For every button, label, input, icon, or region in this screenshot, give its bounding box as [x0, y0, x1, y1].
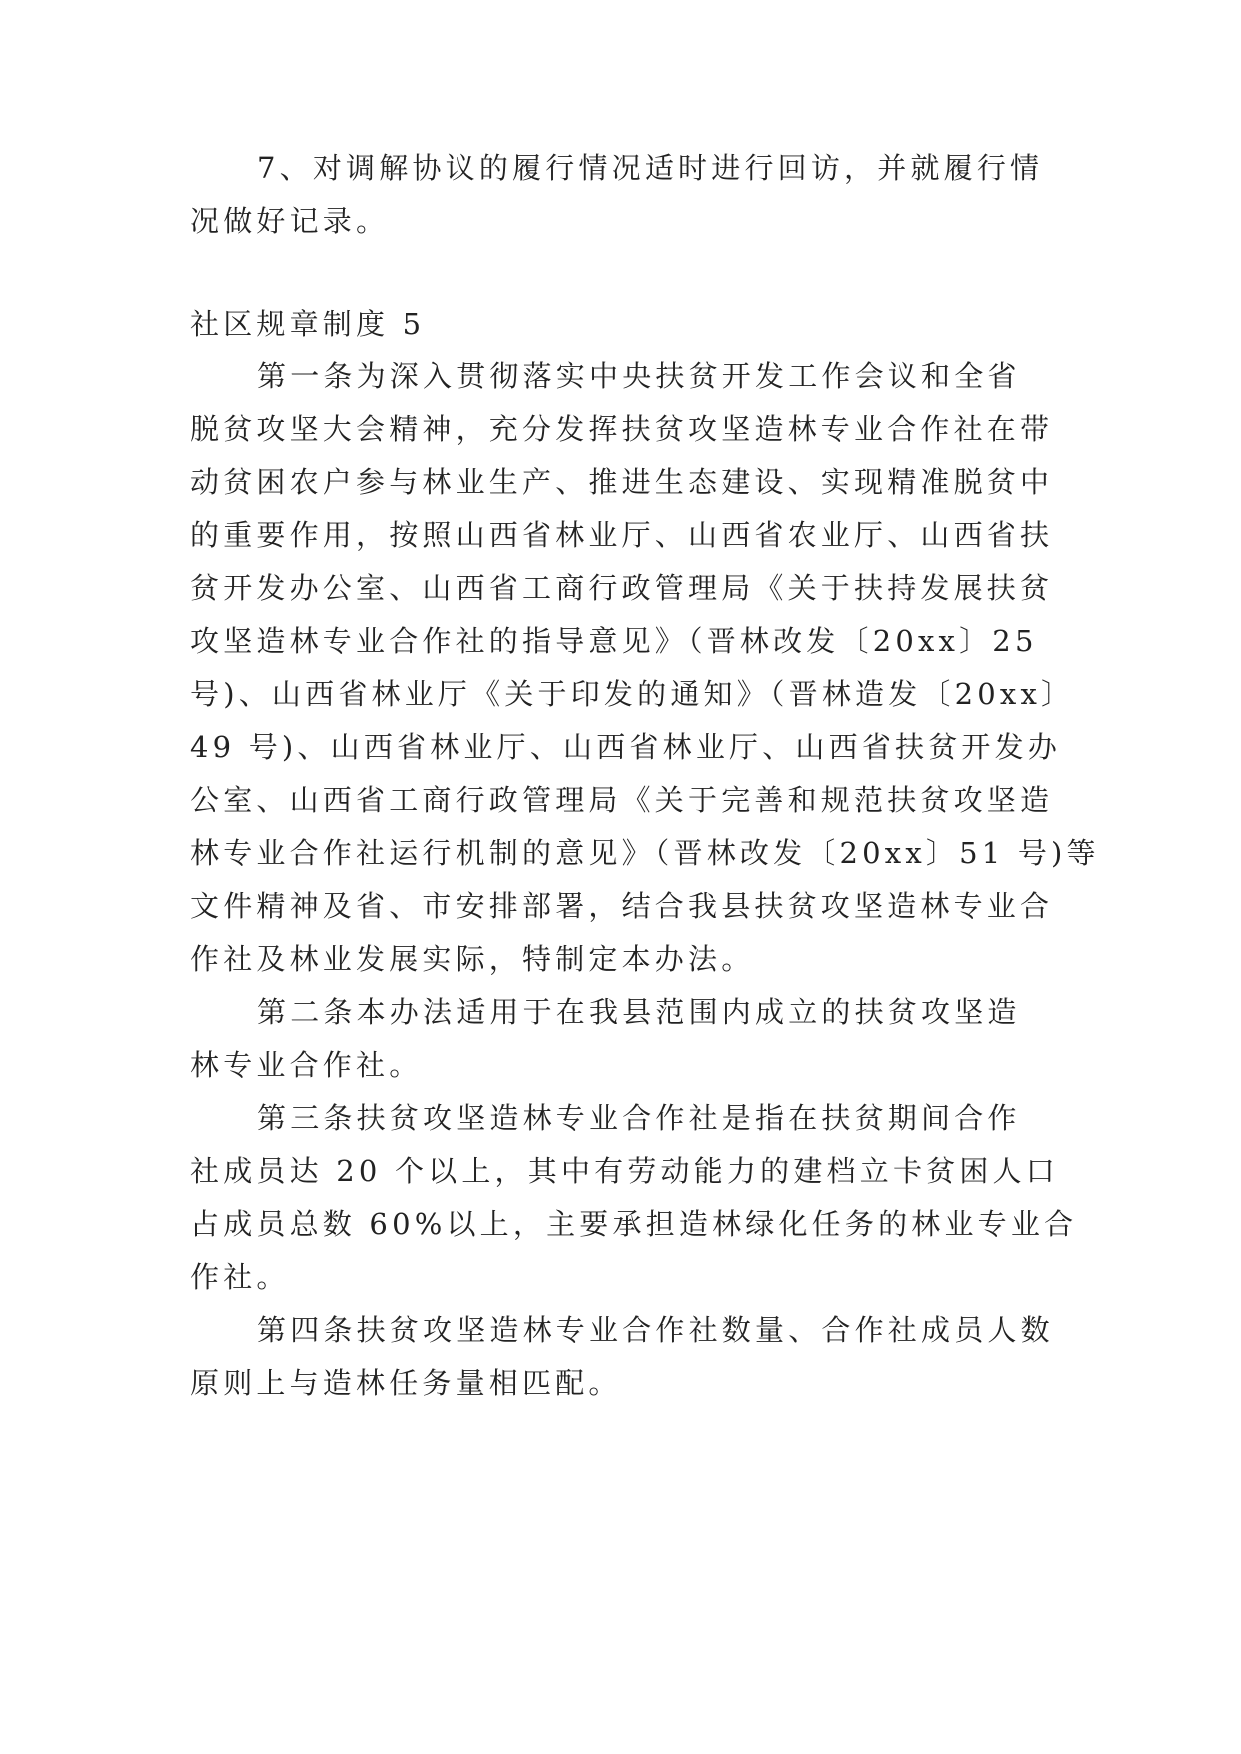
paragraph-line: 7、对调解协议的履行情况适时进行回访，并就履行情: [257, 151, 1044, 185]
article-1-line: 公室、山西省工商行政管理局《关于完善和规范扶贫攻坚造: [190, 783, 1054, 817]
article-2-line: 林专业合作社。: [190, 1048, 423, 1082]
article-1-line: 攻坚造林专业合作社的指导意见》（晋林改发〔20xx〕25: [190, 624, 1038, 658]
article-1-line: 49 号)、山西省林业厅、山西省林业厅、山西省扶贫开发办: [190, 730, 1062, 764]
article-3-line: 社成员达 20 个以上，其中有劳动能力的建档立卡贫困人口: [190, 1154, 1059, 1188]
article-4-line: 第四条扶贫攻坚造林专业合作社数量、合作社成员人数: [257, 1313, 1054, 1347]
article-1-line: 作社及林业发展实际，特制定本办法。: [190, 942, 755, 976]
article-1-line: 的重要作用，按照山西省林业厅、山西省农业厅、山西省扶: [190, 518, 1054, 552]
section-heading: 社区规章制度 5: [190, 307, 426, 341]
article-1-line: 文件精神及省、市安排部署，结合我县扶贫攻坚造林专业合: [190, 889, 1054, 923]
article-3-line: 占成员总数 60%以上，主要承担造林绿化任务的林业专业合: [190, 1207, 1078, 1241]
article-1-line: 林专业合作社运行机制的意见》（晋林改发〔20xx〕51 号)等: [190, 836, 1100, 870]
article-3-line: 作社。: [190, 1260, 290, 1294]
article-3-line: 第三条扶贫攻坚造林专业合作社是指在扶贫期间合作: [257, 1101, 1021, 1135]
article-4-line: 原则上与造林任务量相匹配。: [190, 1366, 622, 1400]
article-1-line: 动贫困农户参与林业生产、推进生态建设、实现精准脱贫中: [190, 465, 1054, 499]
article-2-line: 第二条本办法适用于在我县范围内成立的扶贫攻坚造: [257, 995, 1021, 1029]
article-1-line: 号)、山西省林业厅《关于印发的通知》（晋林造发〔20xx〕: [190, 677, 1075, 711]
article-1-line: 脱贫攻坚大会精神，充分发挥扶贫攻坚造林专业合作社在带: [190, 412, 1054, 446]
article-1-line: 第一条为深入贯彻落实中央扶贫开发工作会议和全省: [257, 359, 1021, 393]
paragraph-line: 况做好记录。: [190, 204, 390, 238]
article-1-line: 贫开发办公室、山西省工商行政管理局《关于扶持发展扶贫: [190, 571, 1054, 605]
